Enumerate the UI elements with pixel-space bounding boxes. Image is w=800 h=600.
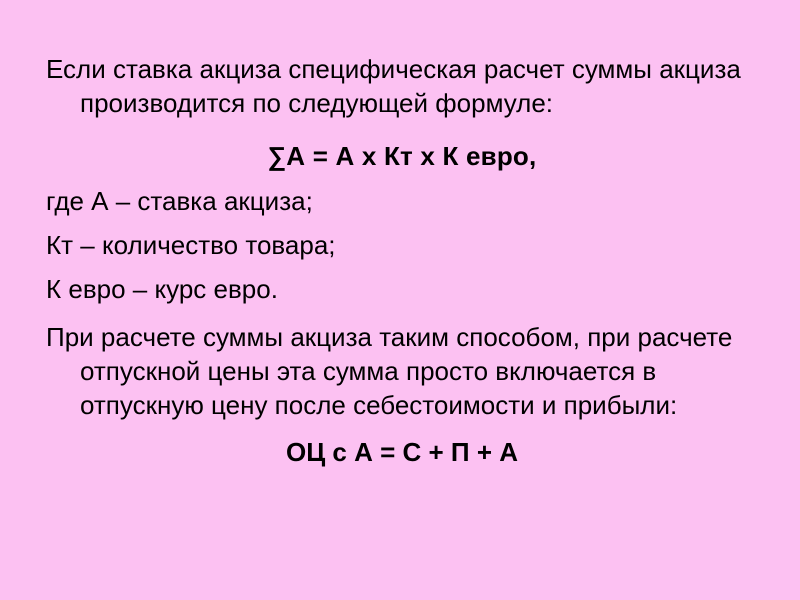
definition-quantity: Кт – количество товара;	[46, 229, 336, 260]
spacer	[46, 124, 758, 131]
definition-rate: где А – ставка акциза;	[46, 185, 313, 216]
formula-release-price: ОЦ с А = С + П + А	[285, 436, 519, 467]
formula-excise-sum: ∑А = А х Кт х К евро,	[267, 140, 537, 171]
definition-euro-rate: К евро – курс евро.	[46, 274, 278, 305]
intro-paragraph: Если ставка акциза специфическая расчет суммы акциза производится по следующей формуле:	[46, 54, 741, 119]
body-paragraph: При расчете суммы акциза таким способом, при расчете отпускной цены эта сумма просто включается в отпускную цену после себестоимости и прибыли:	[46, 321, 733, 421]
